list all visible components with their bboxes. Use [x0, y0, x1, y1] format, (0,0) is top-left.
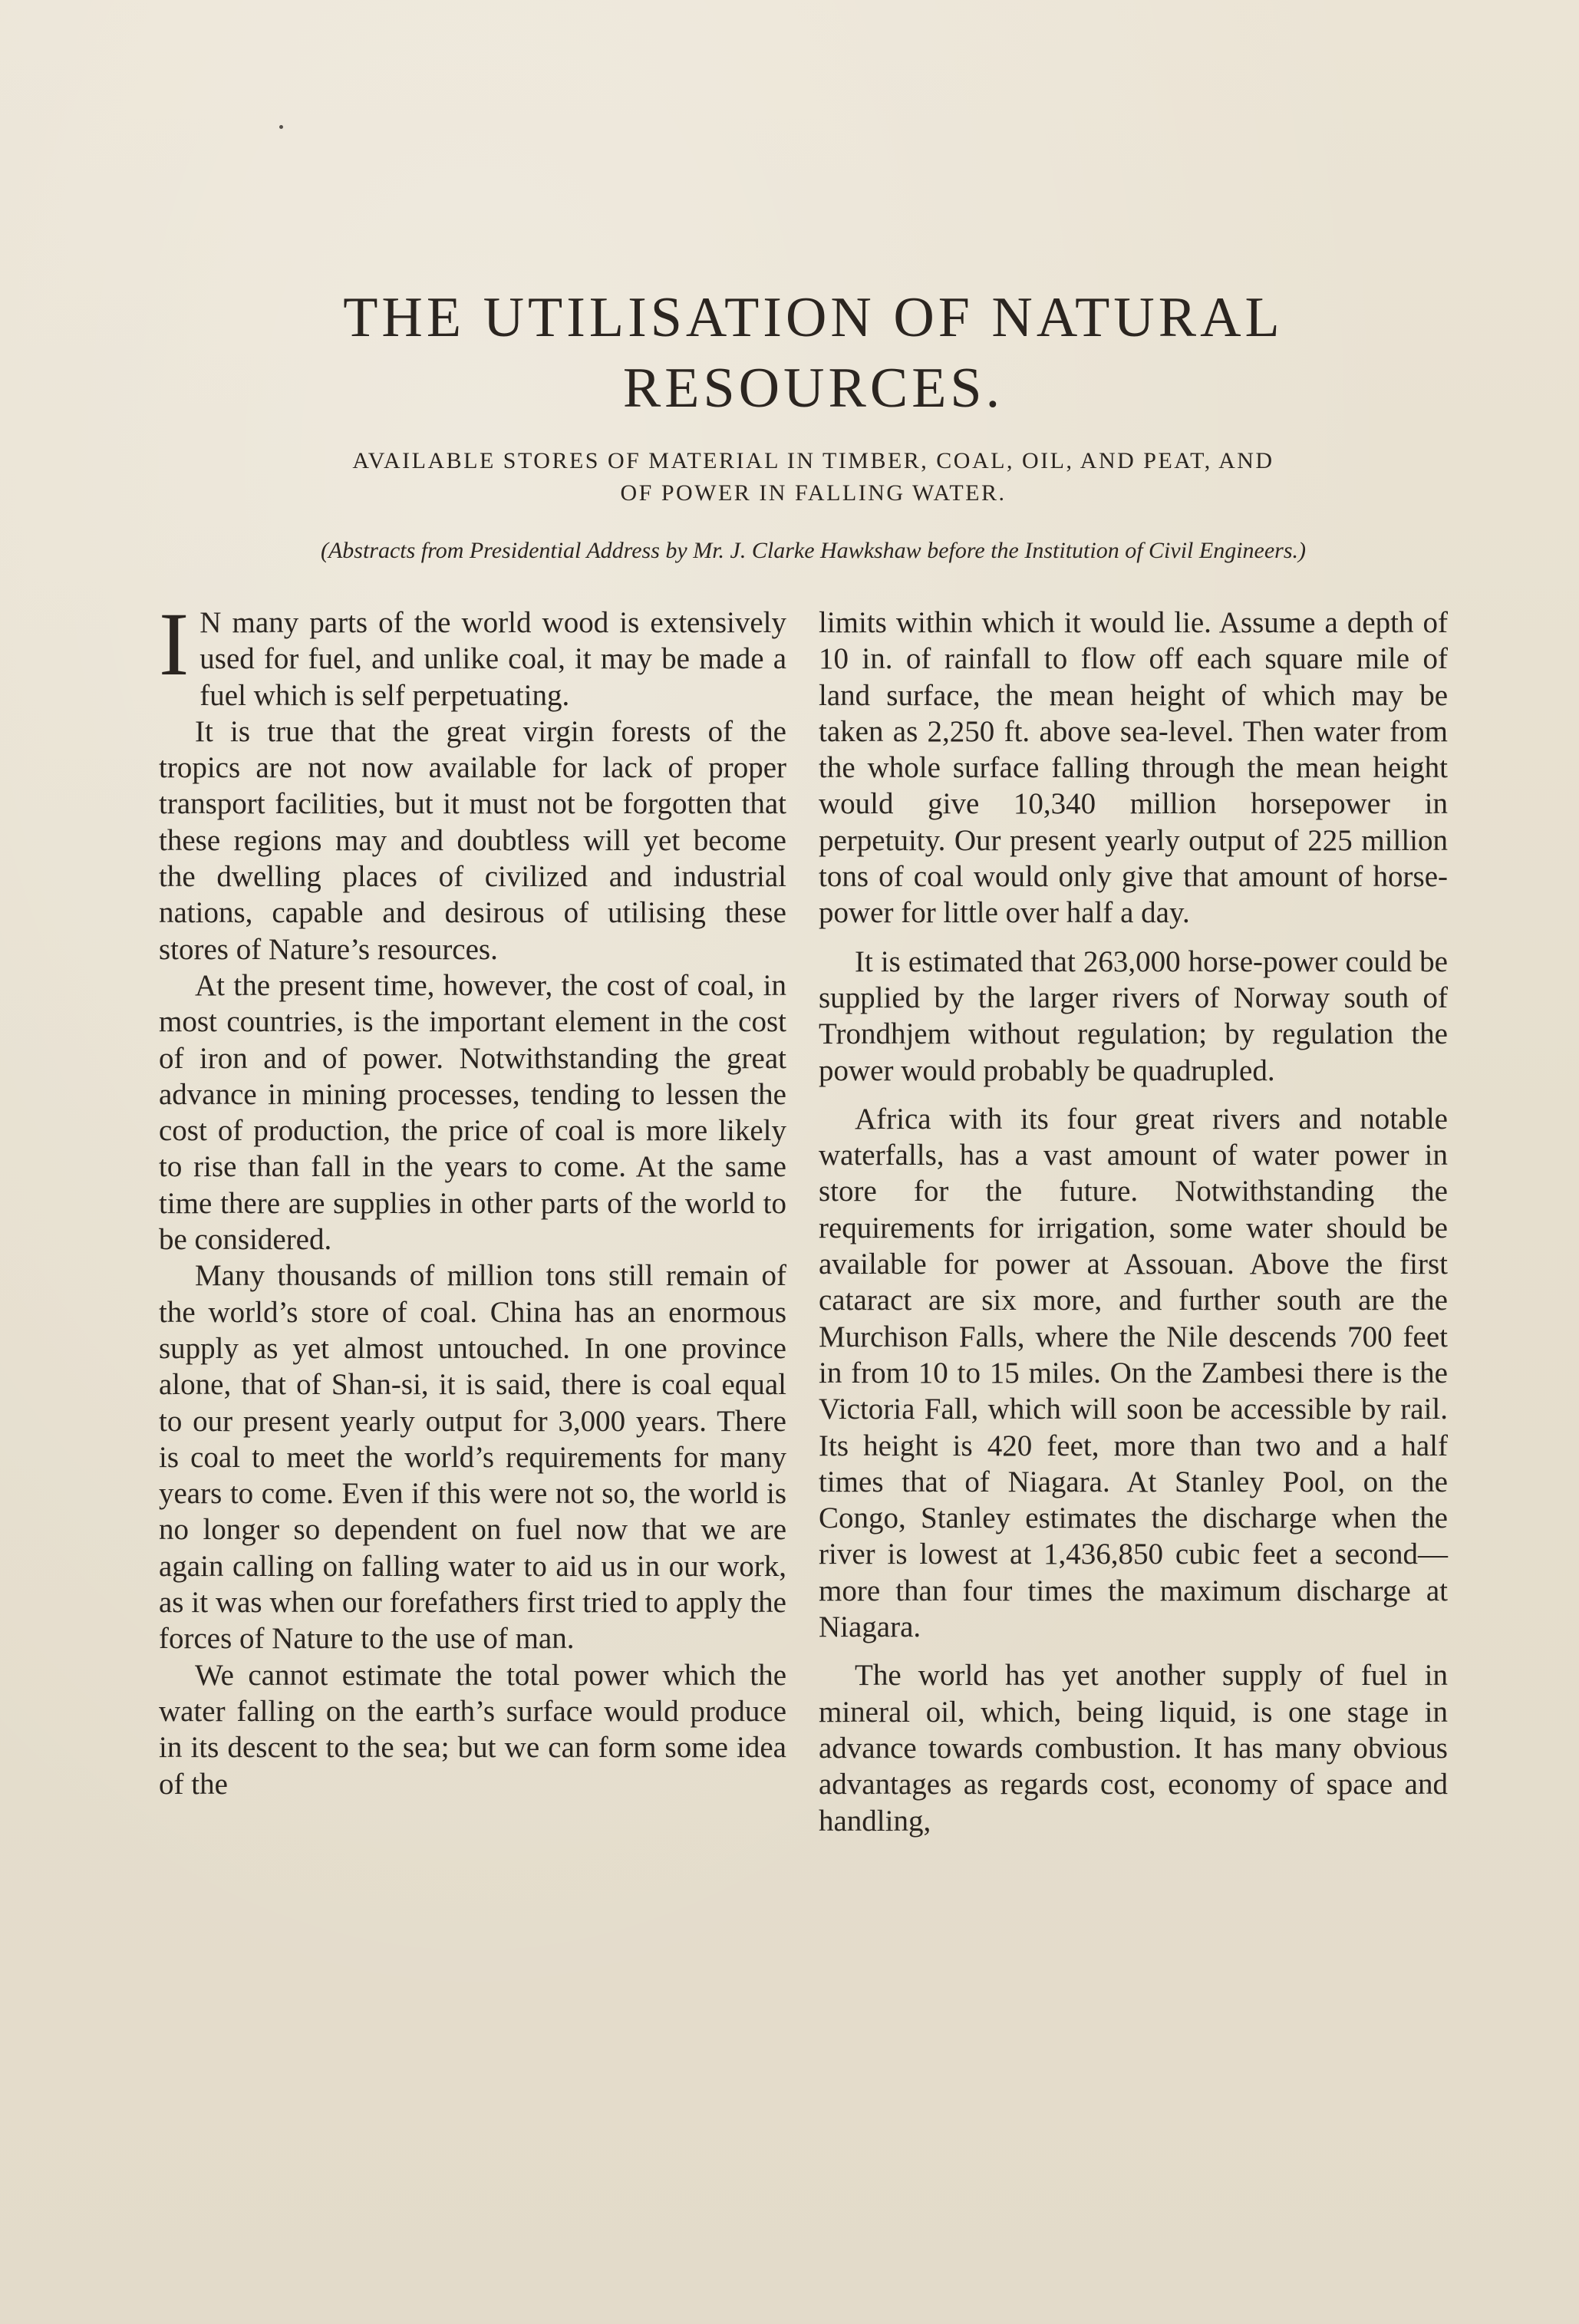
paragraph: It is true that the great virgin forests of the tropics are not now available for lack of proper transport facilities, but it must not be forgotten that these regions may and doubtless will yet become the dwelling places of civilized and industrial nations, capable and desirous of utilising these stores of Nature’s resources.	[159, 714, 786, 966]
title-line-2: RESOURCES.	[622, 357, 1004, 420]
subtitle-line-2: OF POWER IN FALLING WATER.	[620, 480, 1007, 506]
attribution-note: (Abstracts from Presidential Address by Mr. J. Clarke Hawkshaw before the Institution of Civil Engineers.)	[320, 538, 1307, 563]
paragraph-text: N many parts of the world wood is extensively used for fuel, and unlike coal, it may be made a fuel which is self perpetuating.	[199, 606, 786, 712]
subtitle-line-1: AVAILABLE STORES OF MATERIAL IN TIMBER, COAL, OIL, AND PEAT, AND	[352, 448, 1274, 473]
paragraph: The world has yet another supply of fuel in mineral oil, which, being liquid, is one stage in advance towards combustion. It has many obvious advantages as regards cost, economy of space and handling,	[819, 1659, 1448, 1838]
right-column	[819, 605, 1448, 1839]
article-title	[199, 282, 1427, 424]
paragraph: Africa with its four great rivers and notable waterfalls, has a vast amount of water power in store for the future. Notwithstanding the requirements for irrigation, some water should be available for power at Assouan. Above the first cataract are six more, and further south are the Murchison Falls, where the Nile descends 700 feet in from 10 to 15 miles. On the Zambesi there is the Victoria Fall, which will soon be accessible by rail. Its height is 420 feet, more than two and a half times that of Niagara. At Stanley Pool, on the Congo, Stanley estimates the discharge when the river is lowest at 1,436,850 cubic feet a second—more than four times the maximum discharge at Niagara.	[819, 1102, 1448, 1644]
title-line-1: THE UTILISATION OF NATURAL	[343, 286, 1284, 349]
paragraph: It is estimated that 263,000 horse-power could be supplied by the larger rivers of Norway south of Trondhjem without regulation; by regulation the power would probably be quadrupled.	[819, 944, 1448, 1087]
paragraph: limits within which it would lie. Assume a depth of 10 in. of rainfall to flow off each square mile of land surface, the mean height of which may be taken as 2,250 ft. above sea-level. Then water from the whole surface falling through the mean height would give 10,340 million horsepower in perpetuity. Our present yearly output of 225 million tons of coal would only give that amount of horse-power for little over half a day.	[819, 606, 1448, 930]
paragraph: At the present time, however, the cost of coal, in most countries, is the important element in the cost of iron and of power. Notwithstanding the great advance in mining processes, tending to lessen the cost of production, the price of coal is more likely to rise than fall in the years to come. At the same time there are supplies in other parts of the world to be considered.	[159, 968, 786, 1257]
paragraph	[159, 594, 786, 714]
left-column	[159, 594, 786, 1802]
drop-cap: I	[159, 594, 190, 694]
paragraph: We cannot estimate the total power which the water falling on the earth’s surface would produce in its descent to the sea; but we can form some idea of the	[159, 1658, 786, 1801]
article-subtitle	[199, 445, 1427, 509]
ink-speck	[279, 125, 283, 129]
paragraph: Many thousands of million tons still remain of the world’s store of coal. China has an enormous supply as yet almost untouched. In one province alone, that of Shan-si, it is said, there is coal equal to our present yearly output for 3,000 years. There is coal to meet the world’s requirements for many years to come. Even if this were not so, the world is no longer so dependent on fuel now that we are again calling on falling water to aid us in our work, as it was when our forefathers first tried to apply the forces of Nature to the use of man.	[159, 1259, 786, 1656]
